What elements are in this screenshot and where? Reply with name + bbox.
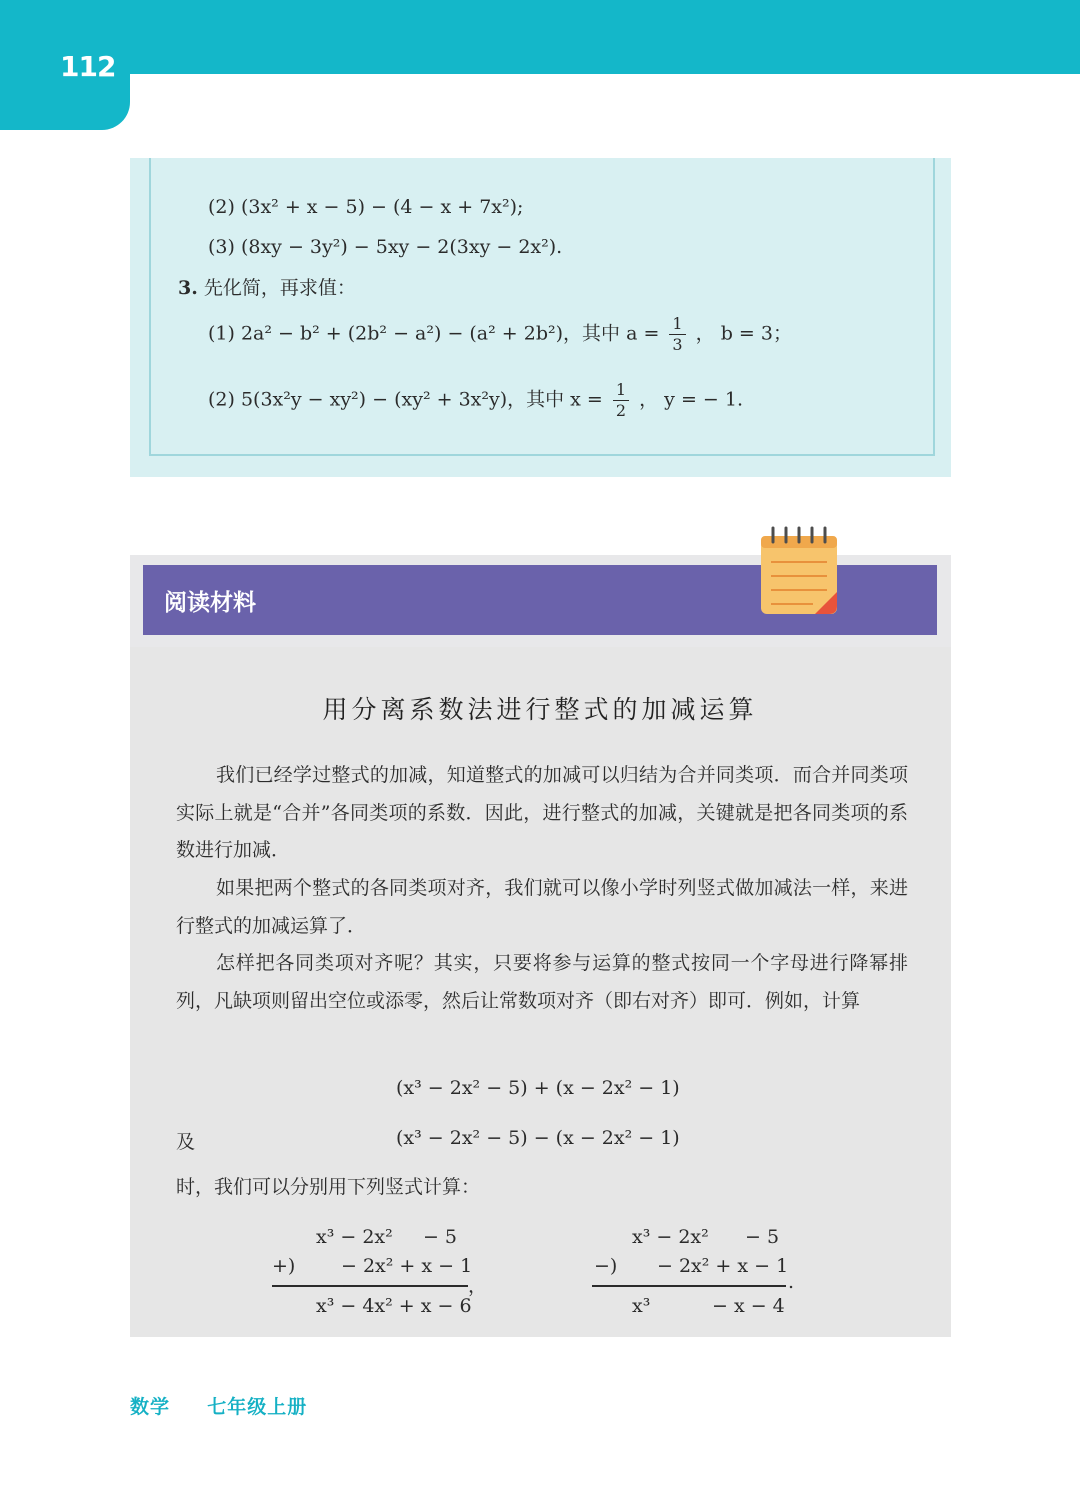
- exercise-3-heading: [178, 273, 356, 300]
- footer: [130, 1392, 307, 1419]
- vertical-sub-result-b: − x − 4: [712, 1295, 785, 1317]
- exercise-3-1-tail: ， b = 3；: [695, 322, 792, 345]
- exercise-3-number: 3.: [178, 277, 198, 299]
- paragraph-2: 如果把两个整式的各同类项对齐，我们就可以像小学时列竖式做加减法一样，来进行整式的加减运算了．: [176, 877, 908, 937]
- vertical-sub-result-a: x³: [632, 1295, 651, 1317]
- footer-grade: 七年级上册: [207, 1396, 308, 1418]
- page-number: 112: [60, 50, 116, 83]
- vertical-add-row1: x³ − 2x² − 5: [316, 1226, 457, 1248]
- header-bar: [0, 0, 1080, 74]
- vertical-add-row2: − 2x² + x − 1: [341, 1255, 473, 1277]
- vertical-sub-rule: [592, 1285, 786, 1287]
- exercise-3-1-expression: (1) 2a² − b² + (2b² − a²) − (a² + 2b²)，其中 a =: [208, 322, 660, 345]
- exercise-3-title: 先化简，再求值：: [203, 277, 356, 299]
- exercise-3-1: [208, 314, 792, 355]
- reading-title: 用分离系数法进行整式的加减运算: [322, 695, 758, 724]
- exercise-3-2: [208, 380, 743, 421]
- expression-difference: (x³ − 2x² − 5) − (x − 2x² − 1): [396, 1127, 680, 1149]
- footer-subject: 数学: [130, 1396, 171, 1418]
- exercise-2-2: (2) (3x² + x − 5) − (4 − x + 7x²);: [208, 196, 524, 218]
- exercise-3-2-tail: ， y = − 1.: [639, 388, 744, 411]
- notepad-icon: [757, 524, 841, 618]
- vertical-sub-separator: .: [788, 1271, 795, 1293]
- fraction-numerator: 1: [613, 380, 629, 401]
- fraction-denominator: 3: [672, 335, 683, 354]
- vertical-add-result: x³ − 4x² + x − 6: [316, 1295, 472, 1317]
- fraction-one-half: [613, 380, 629, 421]
- reading-label: 阅读材料: [164, 590, 256, 616]
- paragraph-3: 怎样把各同类项对齐呢？其实，只要将参与运算的整式按同一个字母进行降幂排列，凡缺项则留出空位或添零，然后让常数项对齐（即右对齐）即可．例如，计算: [176, 952, 908, 1012]
- paragraph-4: 时，我们可以分别用下列竖式计算：: [176, 1176, 481, 1198]
- vertical-add-operator: +): [272, 1255, 296, 1277]
- paragraph-1: 我们已经学过整式的加减，知道整式的加减可以归结为合并同类项．而合并同类项实际上就是“合并”各同类项的系数．因此，进行整式的加减，关键就是把各同类项的系数进行加减．: [176, 764, 908, 861]
- exercise-2-3: (3) (8xy − 3y²) − 5xy − 2(3xy − 2x²).: [208, 236, 563, 258]
- vertical-sub-operator: −): [594, 1255, 618, 1277]
- expression-sum: (x³ − 2x² − 5) + (x − 2x² − 1): [396, 1077, 680, 1099]
- vertical-sub-row1: x³ − 2x² − 5: [632, 1226, 780, 1248]
- fraction-numerator: 1: [669, 314, 685, 335]
- exercise-3-2-expression: (2) 5(3x²y − xy²) − (xy² + 3x²y)，其中 x =: [208, 388, 603, 411]
- vertical-add-separator: ，: [468, 1275, 488, 1297]
- and-label: 及: [176, 1131, 196, 1153]
- vertical-add-rule: [272, 1285, 468, 1287]
- vertical-sub-row2: − 2x² + x − 1: [657, 1255, 789, 1277]
- fraction-one-third: [669, 314, 685, 355]
- fraction-denominator: 2: [615, 401, 627, 420]
